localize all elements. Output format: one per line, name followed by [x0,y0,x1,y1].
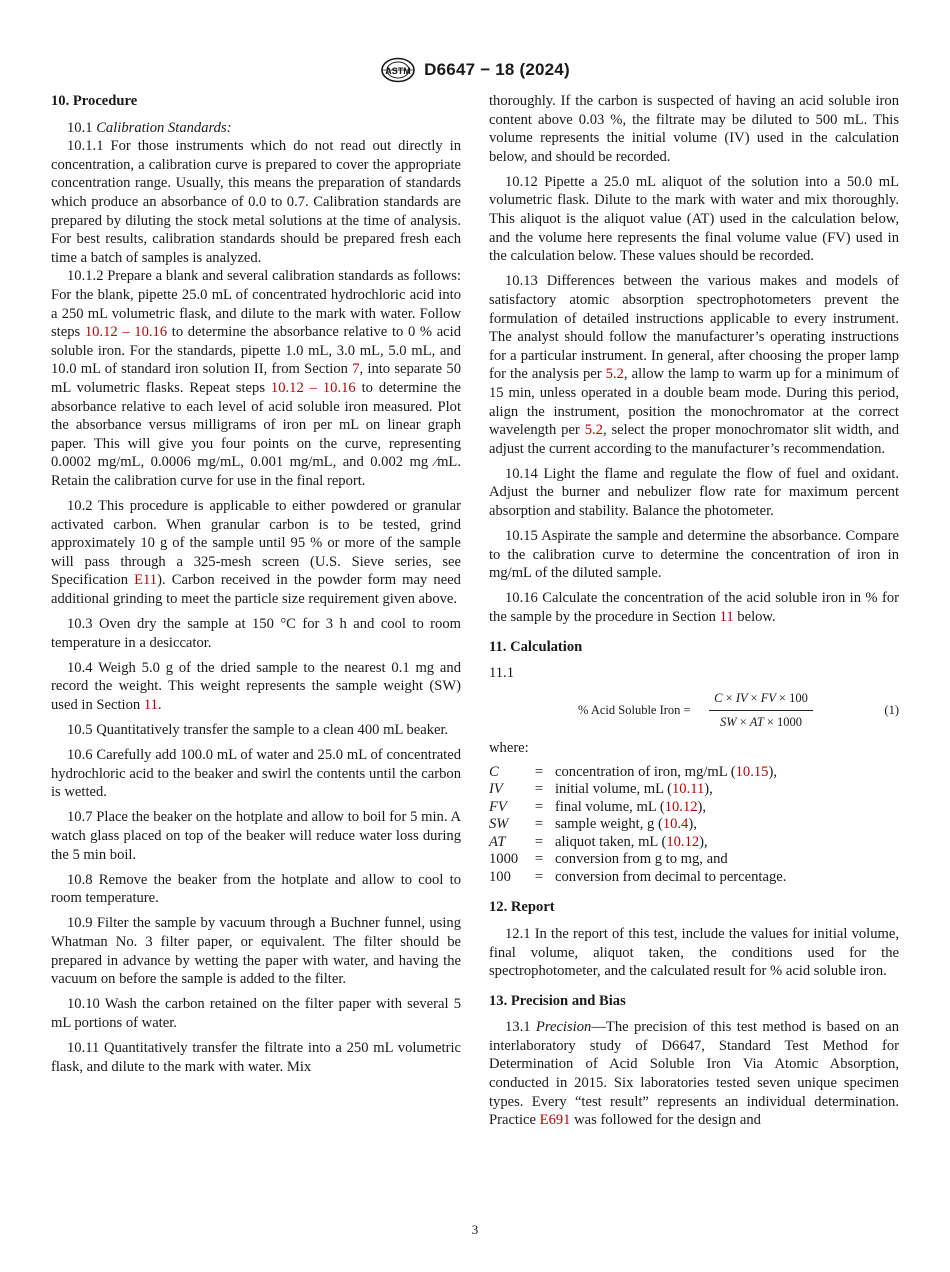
document-designation: D6647 − 18 (2024) [424,60,570,79]
section-10-heading: 10. Procedure [51,93,138,109]
ref-link-5-2[interactable]: 5.2 [584,422,603,439]
equation-number: (1) [884,703,899,718]
para-10-14: 10.14 Light the flame and regulate the flow of fuel and oxidant. Adjust the burner and nebulizer flow rate for maximum percent absorption and stability. Balance the photometer. [489,465,899,519]
page-number: 3 [471,1222,479,1237]
ref-link-5-2[interactable]: 5.2 [605,366,624,383]
equation-lhs: % Acid Soluble Iron = [578,703,691,718]
equation-numerator: C × IV × FV × 100 [709,689,813,711]
ref-link-10-11[interactable]: 10.11 [672,781,705,798]
ref-link-e691[interactable]: E691 [539,1112,571,1129]
def-row-at: AT = aliquot taken, mL (10.12), [489,833,708,850]
para-10-8: 10.8 Remove the beaker from the hotplate and allow to cool to room temperature. [51,871,461,907]
para-10-6: 10.6 Carefully add 100.0 mL of water and 25.0 mL of concentrated hydrochloric acid to the beaker and swirl the contents until the carbon is wetted. [51,747,461,801]
para-10-1: 10.1 Calibration Standards: [67,119,232,136]
def-row-sw: SW = sample weight, g (10.4), [489,816,697,833]
def-row-fv: FV = final volume, mL (10.12), [489,798,707,815]
ref-link-10-12[interactable]: 10.12 [666,833,700,850]
variable-definitions [489,764,899,887]
para-10-1-2: 10.1.2 Prepare a blank and several calibration standards as follows: For the blank, pipette 25.0 mL of concentrated hydrochloric acid into a 250 mL volumetric flask, and dilute to the mark with water. Follow steps 10.12 – 10.16 to determine the absorbance relative to 0 % acid soluble iron. For the standards, pipette 1.0 mL, 3.0 mL, 5.0 mL, and 10.0 mL of standard iron solution II, from Section 7, into separate 50 mL volumetric flasks. Repeat steps 10.12 – 10.16 to determine the absorbance relative to each level of acid soluble iron measured. Plot the absorbance versus milligrams of iron per mL on linear graph paper. This will give you four points on the curve, representing 0.0002 mg/mL, 0.0006 mg/mL, 0.001 mg/mL, and 0.002 mg ⁄mL. Retain the calibration curve for use in the final report. [51,268,461,489]
def-row-1000: 1000 = conversion from g to mg, and [489,851,728,868]
para-10-3: 10.3 Oven dry the sample at 150 °C for 3 h and cool to room temperature in a desiccator. [51,616,461,651]
para-10-2: 10.2 This procedure is applicable to either powdered or granular activated carbon. When granular carbon is to be tested, grind approximately 10 g of the sample until 95 % or more of the sample will pass through a 325-mesh screen (U.S. Sieve series, see Specification E11). Carbon received in the powder form may need additional grinding to meet the particle size requirement given above. [51,497,461,607]
para-10-9: 10.9 Filter the sample by vacuum through a Buchner funnel, using Whatman No. 3 filter paper, or equivalent. The filter should be prepared in advance by wetting the paper with water, and having the vacuum on before the sample is added to the filter. [51,915,461,988]
ref-link-section-11[interactable]: 11 [143,696,158,713]
ref-link-10-12-10-16[interactable]: 10.12 – 10.16 [84,324,168,341]
section-12-heading: 12. Report [489,899,555,916]
para-12-1: 12.1 In the report of this test, include the values for initial volume, final volume, aliquot taken, the conditions used for the spectrophotometer, and the calculated result for % acid soluble iron. [489,925,899,980]
para-11-1: 11.1 [489,665,514,682]
ref-link-10-12-10-16[interactable]: 10.12 – 10.16 [270,379,356,396]
ref-link-10-15[interactable]: 10.15 [735,763,769,780]
astm-logo-icon [380,57,416,83]
para-10-15: 10.15 Aspirate the sample and determine the absorbance. Compare to the calibration curve to determine the concentration of iron in mg/mL of the diluted sample. [489,528,899,582]
def-row-100: 100 = conversion from decimal to percentage. [489,868,787,885]
para-10-4: 10.4 Weigh 5.0 g of the dried sample to the nearest 0.1 mg and record the weight. This weight represents the sample weight (SW) used in Section 11. [51,659,461,713]
para-10-11-part2: thoroughly. If the carbon is suspected of having an acid soluble iron content above 0.03 %, the filtrate may be diluted to 500 mL. This volume represents the initial volume (IV) used in the calculation below, and should be recorded. [489,93,899,165]
para-10-10: 10.10 Wash the carbon retained on the filter paper with several 5 mL portions of water. [51,996,461,1031]
section-13-heading: 13. Precision and Bias [489,992,626,1009]
para-13-1: 13.1 Precision—The precision of this test method is based on an interlaboratory study of D6647, Standard Test Method for Determination of Acid Soluble Iron Via Atomic Absorption, conducted in 2015. Six laboratories tested seven unique specimen types. Every “test result” represents an individual determination. Practice E691 was followed for the design and [489,1019,899,1129]
svg-text:ASTM: ASTM [385,66,411,76]
ref-link-section-11[interactable]: 11 [719,608,734,625]
para-10-16: 10.16 Calculate the concentration of the acid soluble iron in % for the sample by the procedure in Section 11 below. [489,590,899,625]
equation-1 [489,689,899,729]
equation-denominator: SW × AT × 1000 [720,714,802,729]
para-10-7: 10.7 Place the beaker on the hotplate and allow to boil for 5 min. A watch glass placed on top of the beaker will reduce water loss during the 5 min boil. [51,809,461,863]
def-row-c: C = concentration of iron, mg/mL (10.15), [489,763,777,780]
section-11-heading: 11. Calculation [489,638,583,655]
ref-link-10-4[interactable]: 10.4 [662,816,689,833]
equation-fraction [709,689,813,731]
ref-link-10-12[interactable]: 10.12 [664,798,698,815]
page-header [0,56,950,84]
ref-link-section-7[interactable]: 7 [352,361,360,378]
para-10-12: 10.12 Pipette a 25.0 mL aliquot of the solution into a 50.0 mL volumetric flask. Dilute to the mark with water and mix thoroughly. This aliquot is the aliquot value (AT) used in the calculation below, and the volume here represents the final volume value (FV) used in the calculation below. These values should be recorded. [489,173,899,265]
para-10-5: 10.5 Quantitatively transfer the sample to a clean 400 mL beaker. [67,722,449,738]
para-10-11-part1: 10.11 Quantitatively transfer the filtrate into a 250 mL volumetric flask, and dilute to the mark with water. Mix [51,1039,461,1075]
para-10-13: 10.13 Differences between the various makes and models of satisfactory atomic absorption spectrophotometers prevent the formulation of detailed instructions applicable to every instrument. The analyst should follow the manufacturer’s operating instructions for a particular instrument. In general, after choosing the proper lamp for the analysis per 5.2, allow the lamp to warm up for a minimum of 15 min, unless operated in a double beam mode. During this period, align the instrument, position the monochromator at the correct wavelength per 5.2, select the proper monochromator slit width, and adjust the current according to the manufacturer’s recommendation. [489,273,900,457]
ref-link-e11[interactable]: E11 [134,572,158,589]
right-column [489,92,899,1136]
def-row-iv: IV = initial volume, mL (10.11), [489,781,713,798]
where-label: where: [489,740,529,757]
left-column [51,92,461,1083]
para-10-1-1: 10.1.1 For those instruments which do not read out directly in concentration, a calibration curve is prepared to cover the appropriate concentration range. Usually, this means the preparation of standards which produce an absorbance of 0.0 to 0.7. Calibration standards are prepared by diluting the stock metal solutions at the time of analysis. For best results, calibration standards should be prepared fresh each time a batch of samples is analyzed. [51,138,461,266]
